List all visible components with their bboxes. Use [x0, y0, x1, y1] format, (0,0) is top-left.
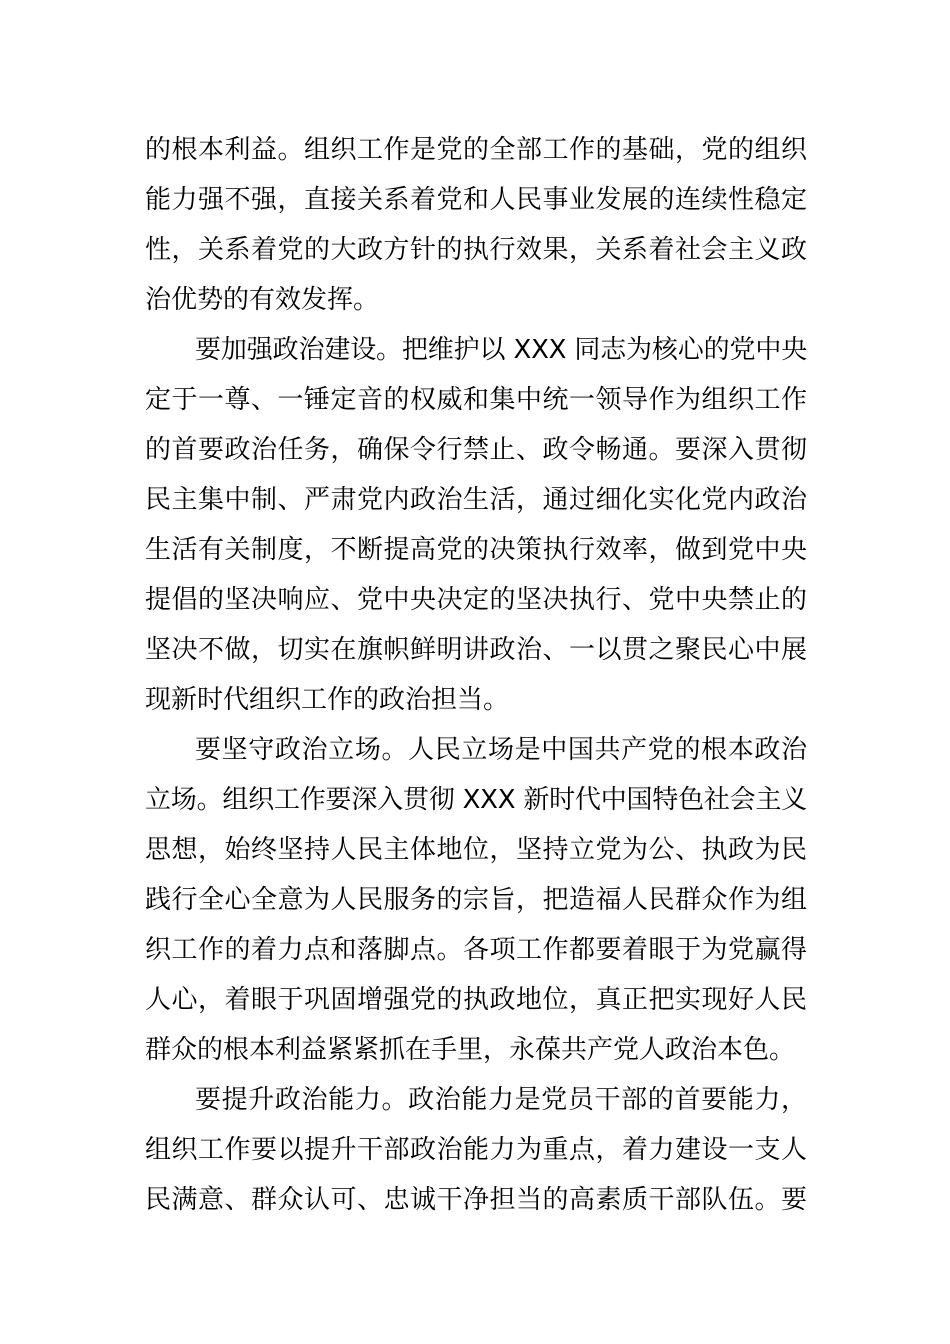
- text-line: 的根本利益。组织工作是党的全部工作的基础，党的组织: [145, 135, 807, 165]
- text-line: 的首要政治任务，确保令行禁止、政令畅通。要深入贯彻: [145, 435, 807, 465]
- text-line: 思想，始终坚持人民主体地位，坚持立党为公、执政为民: [145, 835, 807, 865]
- text-line: 要加强政治建设。把维护以 XXX 同志为核心的党中央: [195, 335, 807, 365]
- text-line: 民主集中制、严肃党内政治生活，通过细化实化党内政治: [145, 485, 807, 515]
- text-line: 性，关系着党的大政方针的执行效果，关系着社会主义政: [145, 235, 807, 265]
- text-line: 立场。组织工作要深入贯彻 XXX 新时代中国特色社会主义: [145, 785, 807, 815]
- text-line: 民满意、群众认可、忠诚干净担当的高素质干部队伍。要: [145, 1185, 807, 1215]
- text-line: 治优势的有效发挥。: [145, 285, 380, 315]
- text-line: 能力强不强，直接关系着党和人民事业发展的连续性稳定: [145, 185, 807, 215]
- text-line: 要提升政治能力。政治能力是党员干部的首要能力，: [195, 1085, 807, 1115]
- text-line: 群众的根本利益紧紧抓在手里，永葆共产党人政治本色。: [145, 1035, 796, 1065]
- text-line: 现新时代组织工作的政治担当。: [145, 685, 510, 715]
- text-line: 人心，着眼于巩固增强党的执政地位，真正把实现好人民: [145, 985, 807, 1015]
- text-line: 组织工作要以提升干部政治能力为重点，着力建设一支人: [145, 1135, 807, 1165]
- text-line: 坚决不做，切实在旗帜鲜明讲政治、一以贯之聚民心中展: [145, 635, 807, 665]
- text-line: 织工作的着力点和落脚点。各项工作都要着眼于为党赢得: [145, 935, 807, 965]
- text-line: 践行全心全意为人民服务的宗旨，把造福人民群众作为组: [145, 885, 807, 915]
- text-line: 生活有关制度，不断提高党的决策执行效率，做到党中央: [145, 535, 807, 565]
- text-line: 提倡的坚决响应、党中央决定的坚决执行、党中央禁止的: [145, 585, 807, 615]
- text-line: 定于一尊、一锤定音的权威和集中统一领导作为组织工作: [145, 385, 807, 415]
- text-line: 要坚守政治立场。人民立场是中国共产党的根本政治: [195, 735, 807, 765]
